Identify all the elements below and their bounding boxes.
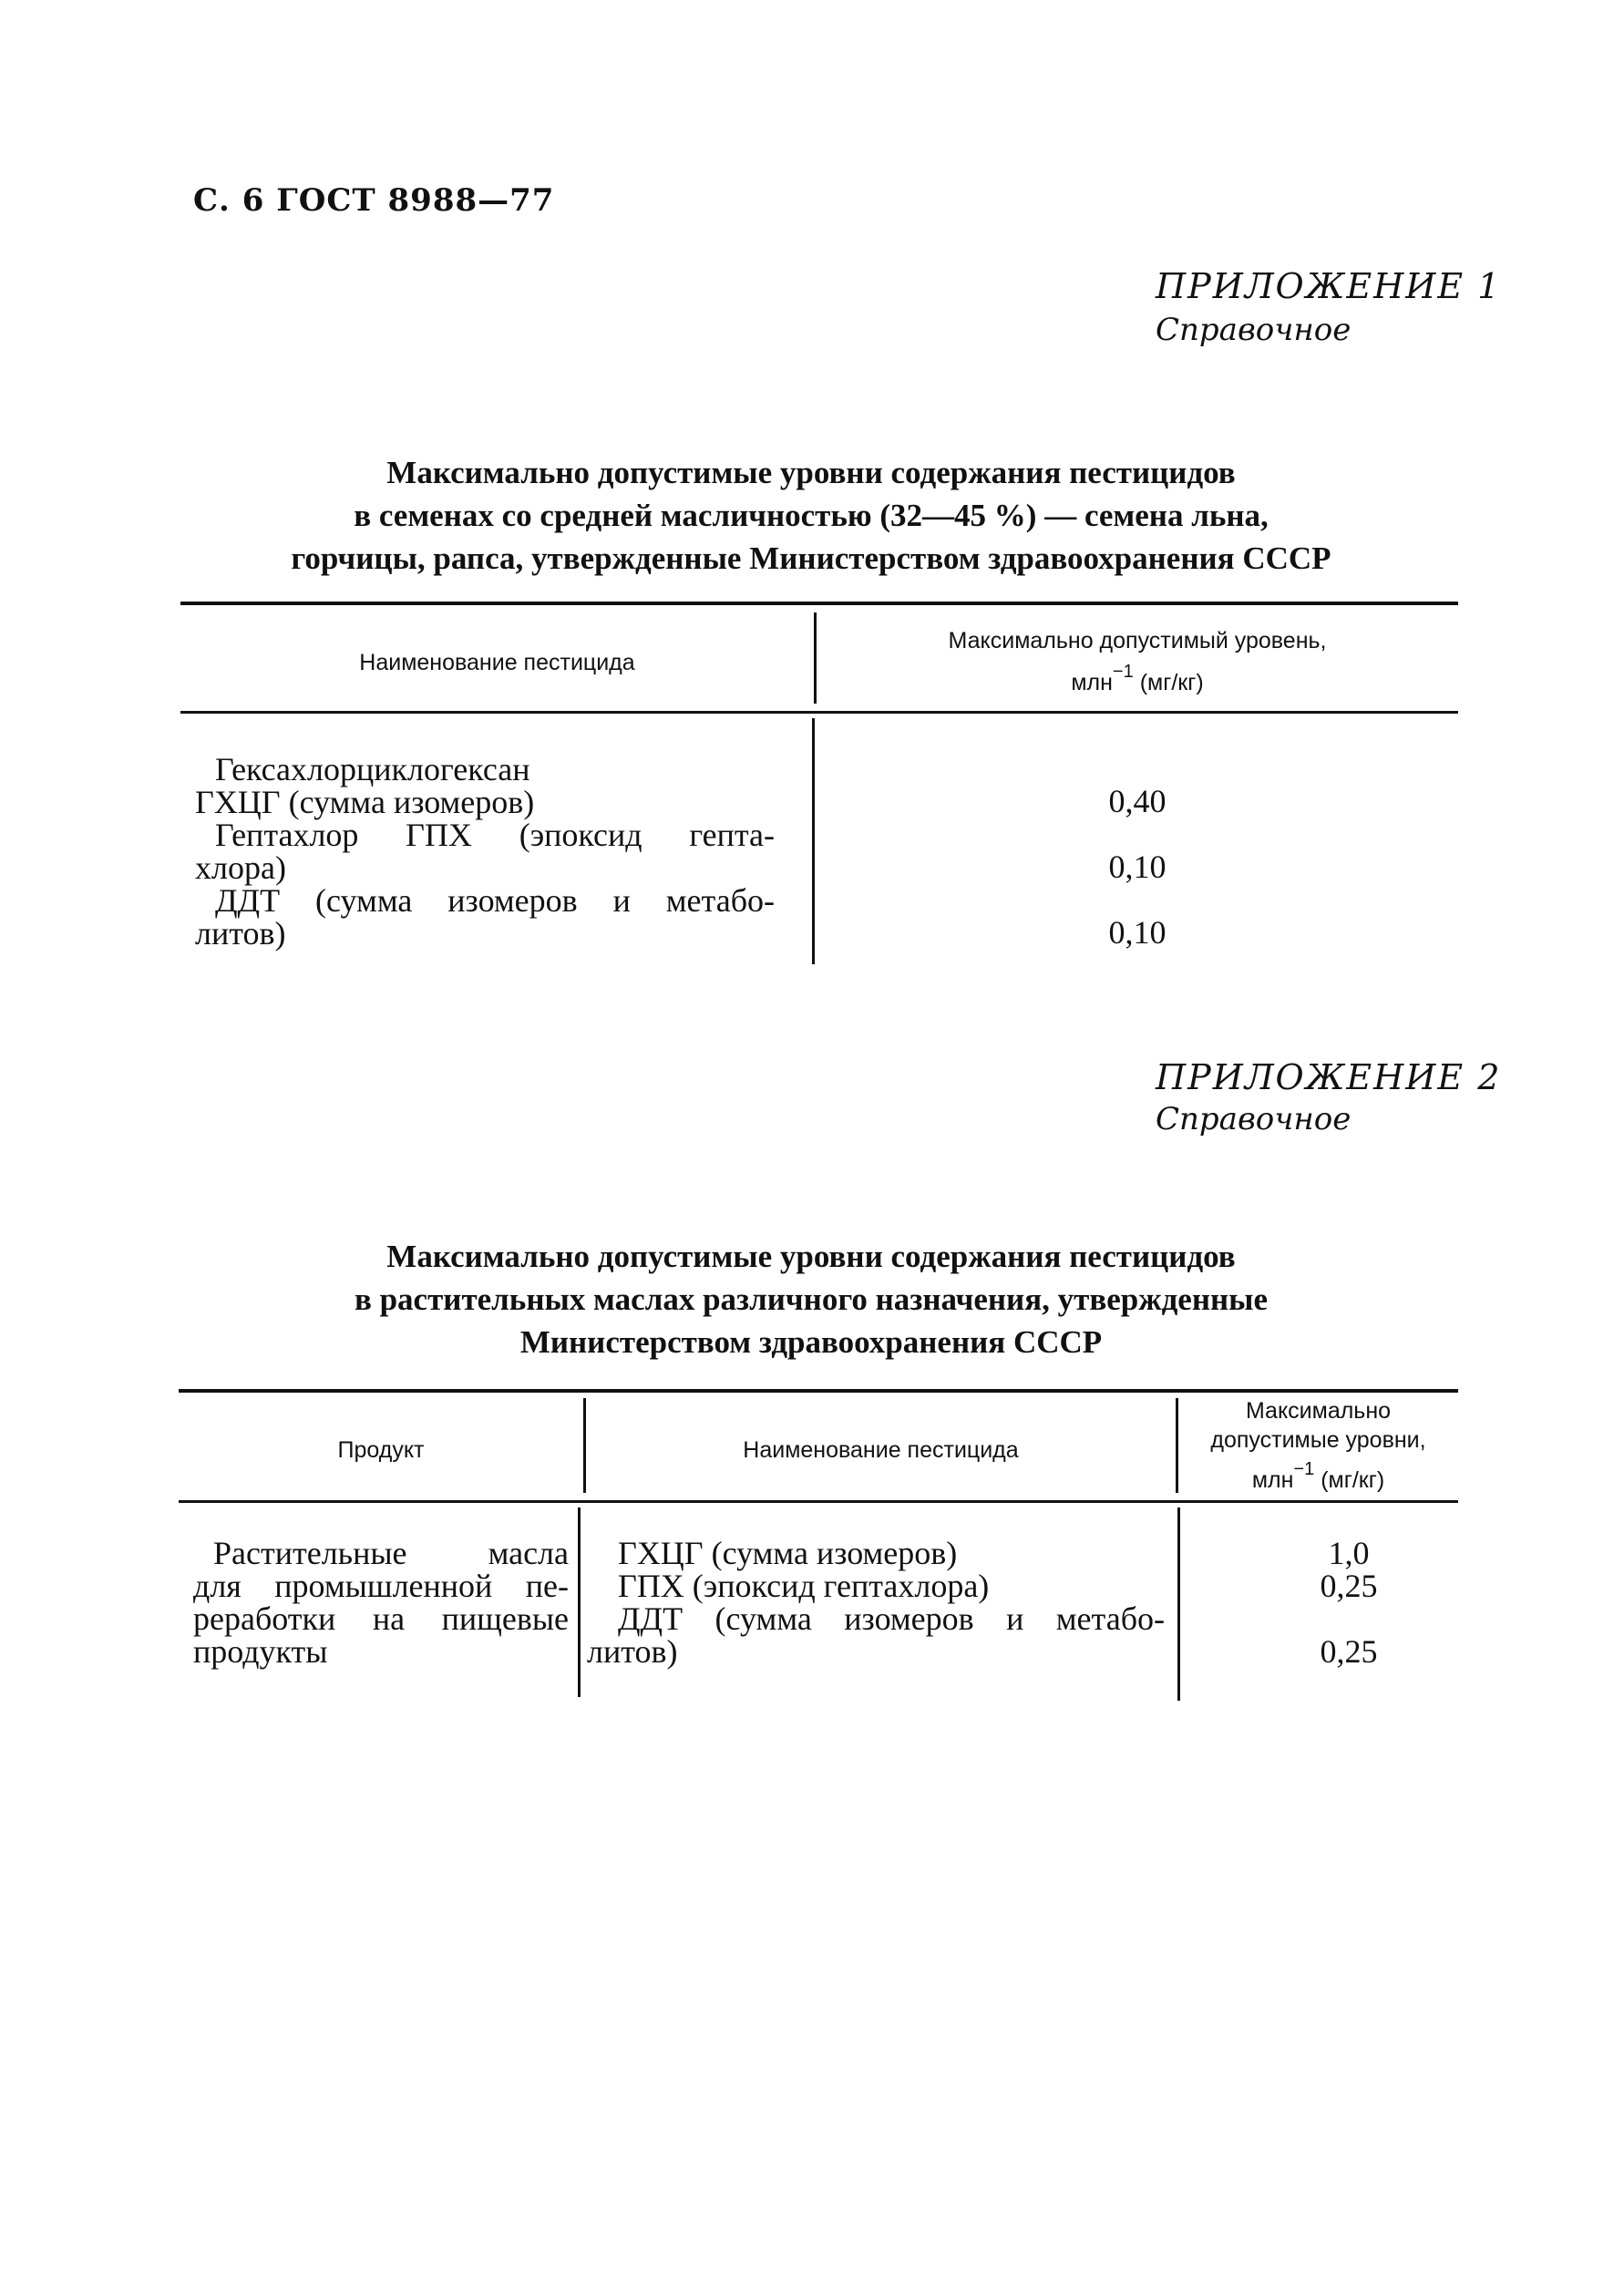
unit-text: (мг/кг) (1321, 1467, 1385, 1493)
title-line: Максимально допустимые уровни содержания пестицидов (386, 455, 1236, 490)
table-header-rule (180, 711, 1458, 714)
body-col-divider (812, 718, 815, 964)
product-line: Растительные масла (213, 1535, 569, 1571)
appendix-1-label: ПРИЛОЖЕНИЕ 1 (1156, 266, 1502, 306)
page-header: С. 6 ГОСТ 8988—77 (193, 182, 555, 219)
col-header-max-levels (1178, 1396, 1458, 1495)
pesticide-line: ГПХ (эпоксид гептахлора) (618, 1568, 990, 1604)
table-top-rule (180, 602, 1458, 605)
table-row (195, 753, 775, 818)
unit-text: млн (1071, 670, 1113, 695)
unit-exponent: −1 (1112, 662, 1134, 682)
title-line: Максимально допустимые уровни содержания пестицидов (386, 1239, 1236, 1274)
body-col-divider (578, 1507, 581, 1697)
appendix-2-title (164, 1235, 1458, 1363)
title-line: горчицы, рапса, утвержденные Министерством здравоохранения СССР (291, 540, 1331, 576)
table-row (195, 818, 775, 884)
max-level-value: 0,40 (1108, 783, 1167, 819)
product-line: продукты (193, 1633, 328, 1670)
product-line: для промышленной пе- (193, 1568, 569, 1604)
col-header-max-level-line2 (817, 656, 1458, 698)
col-header-max-level-line1: Максимально допустимый уровень, (948, 628, 1327, 653)
unit-exponent: −1 (1293, 1459, 1315, 1479)
max-level-value: 0,10 (1108, 849, 1167, 885)
appendix-2-label: ПРИЛОЖЕНИЕ 2 (1156, 1057, 1502, 1097)
pesticide-name: Гексахлорциклогексан (215, 751, 530, 787)
col-header-max-levels-line3 (1178, 1455, 1458, 1495)
max-level-value: 1,0 (1328, 1535, 1370, 1571)
appendix-1-title (164, 451, 1458, 580)
col-header-pesticide: Наименование пестицида (359, 650, 635, 675)
table-row (195, 884, 775, 950)
col-header-max-level (817, 625, 1458, 698)
table-header-rule (179, 1500, 1458, 1503)
pesticide-name: Гептахлор ГПХ (эпоксид гепта- (215, 817, 775, 853)
body-col-divider (1177, 1507, 1180, 1701)
col-header-product: Продукт (337, 1437, 425, 1463)
col-header-max-levels-line1: Максимально (1245, 1398, 1392, 1424)
pesticide-line: ГХЦГ (сумма изомеров) (618, 1535, 958, 1571)
appendix-2-subtitle: Справочное (1156, 1101, 1352, 1137)
title-line: Министерством здравоохранения СССР (519, 1324, 1103, 1360)
pesticide-name: ДДТ (сумма изомеров и метабо- (215, 882, 775, 919)
max-level-value: 0,25 (1320, 1633, 1378, 1670)
appendix-1-subtitle: Справочное (1156, 312, 1352, 348)
pesticide-line: ДДТ (сумма изомеров и метабо- (618, 1600, 1165, 1637)
pesticide-line: литов) (587, 1633, 678, 1670)
unit-text: (мг/кг) (1139, 670, 1204, 695)
product-cell (193, 1537, 569, 1668)
product-line: реработки на пищевые (193, 1600, 569, 1637)
pesticide-name: литов) (195, 915, 286, 952)
col-header-pesticide: Наименование пестицида (743, 1437, 1019, 1463)
pesticide-name: ГХЦГ (сумма изомеров) (195, 784, 535, 820)
unit-text: млн (1251, 1467, 1294, 1493)
max-level-value: 0,10 (1108, 914, 1167, 951)
pesticide-name: хлора) (195, 849, 286, 886)
title-line: в растительных маслах различного назначения, утвержденные (354, 1281, 1269, 1317)
pesticide-cell (587, 1537, 1165, 1668)
col-header-max-levels-line2: допустимые уровни, (1210, 1427, 1426, 1453)
title-line: в семенах со средней масличностью (32—45 %) — семена льна, (354, 498, 1269, 533)
max-level-value: 0,25 (1320, 1568, 1378, 1604)
table-top-rule (179, 1389, 1458, 1393)
